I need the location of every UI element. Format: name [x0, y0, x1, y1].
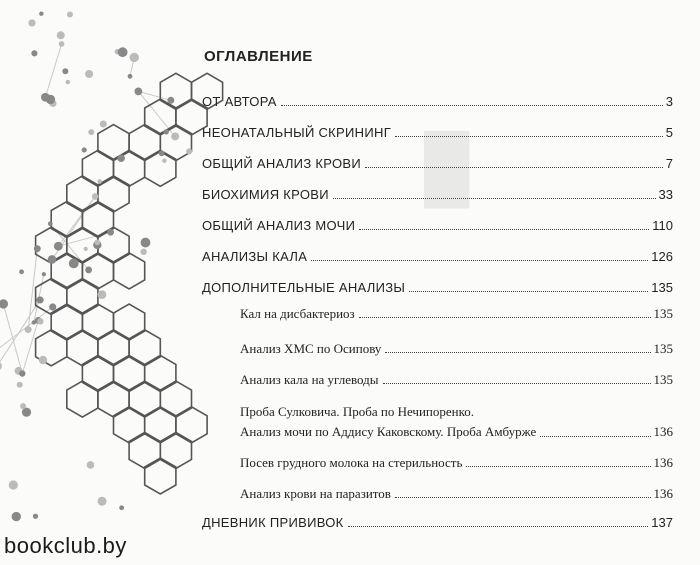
molecule-link	[3, 304, 22, 374]
toc-entry-label: Анализ кала на углеводы	[240, 372, 379, 387]
toc-entry-label: АНАЛИЗЫ КАЛА	[202, 249, 308, 264]
toc-entry-page: 7	[665, 156, 673, 171]
toc-entry-label: ДОПОЛНИТЕЛЬНЫЕ АНАЛИЗЫ	[202, 280, 406, 295]
molecule-node	[12, 512, 21, 521]
watermark: bookclub.by	[4, 533, 127, 558]
toc-entry-page: 135	[653, 372, 673, 387]
molecule-node	[0, 361, 2, 370]
leader-dots	[466, 466, 650, 467]
toc-entry-multiline[interactable]	[240, 402, 673, 442]
hexagon-shape	[82, 355, 113, 391]
toc-entry-page: 136	[653, 486, 673, 501]
toc-entry-label-line1: Проба Сулковича. Проба по Нечипоренко.	[240, 404, 474, 419]
molecule-node	[41, 93, 50, 102]
molecule-node	[34, 245, 41, 252]
leader-dots	[333, 198, 656, 199]
toc-entry-label: Анализ ХМС по Осипову	[240, 341, 382, 356]
toc-entry-label: ДНЕВНИК ПРИВИВОК	[202, 515, 344, 530]
molecule-node	[117, 154, 125, 162]
toc-entry[interactable]	[240, 372, 673, 388]
molecule-node	[42, 272, 46, 276]
molecule-node	[85, 70, 93, 78]
molecule-node	[167, 97, 174, 104]
toc-entry-label: Посев грудного молока на стерильность	[240, 455, 463, 470]
toc-entry[interactable]	[202, 187, 673, 203]
toc-entry-label: ОБЩИЙ АНАЛИЗ МОЧИ	[202, 218, 356, 233]
toc-entry-page: 126	[651, 249, 673, 264]
leader-dots	[409, 291, 648, 292]
hexagon-shape	[67, 381, 98, 417]
molecule-node	[33, 514, 38, 519]
hexagon-shape	[98, 330, 129, 366]
molecule-node	[66, 80, 70, 84]
molecule-node	[141, 238, 151, 248]
toc-entry-label: Кал на дисбактериоз	[240, 306, 355, 321]
toc-entry-page: 136	[653, 455, 673, 470]
hexagon-shape	[98, 381, 129, 417]
molecule-node	[36, 296, 43, 303]
hexagon-shape	[98, 176, 129, 212]
hexagon-shape	[67, 330, 98, 366]
molecule-node	[118, 47, 128, 57]
toc-entry[interactable]	[240, 341, 673, 357]
molecule-node	[119, 505, 124, 510]
molecule-node	[62, 68, 68, 74]
toc-entry[interactable]	[202, 156, 673, 172]
molecule-node	[163, 129, 168, 134]
molecule-node	[57, 31, 65, 39]
molecule-link	[45, 44, 61, 97]
toc-entry[interactable]	[202, 218, 673, 234]
molecule-node	[0, 299, 8, 308]
hexagon-shape	[145, 407, 176, 443]
toc-entry[interactable]	[240, 455, 673, 471]
molecule-node	[39, 356, 47, 364]
molecule-node	[54, 242, 63, 251]
leader-dots	[311, 260, 648, 261]
toc-title: ОГЛАВЛЕНИЕ	[204, 48, 313, 65]
toc-entry[interactable]	[202, 249, 673, 265]
molecule-node	[98, 290, 107, 299]
toc-entry[interactable]	[202, 125, 673, 141]
molecule-node	[85, 267, 92, 274]
molecule-node	[84, 247, 88, 251]
toc-entry-label: Анализ крови на паразитов	[240, 486, 391, 501]
molecule-node	[49, 303, 56, 310]
molecule-node	[87, 461, 95, 469]
molecule-link	[138, 91, 170, 100]
hexagon-shape	[160, 432, 191, 468]
leader-dots	[281, 105, 663, 106]
molecule-node	[48, 221, 53, 226]
toc-entry-page: 110	[652, 218, 673, 233]
leader-dots	[348, 526, 649, 527]
leader-dots	[395, 497, 651, 498]
show-through-graphic: █	[420, 131, 470, 203]
hexagon-shape	[82, 304, 113, 340]
molecule-node	[171, 132, 179, 140]
hexagon-shape	[129, 432, 160, 468]
molecule-node	[134, 88, 142, 96]
molecule-node	[31, 50, 37, 56]
hexagon-shape	[114, 304, 145, 340]
hexagon-shape	[114, 355, 145, 391]
hexagon-shape	[160, 381, 191, 417]
toc-entry[interactable]	[202, 280, 673, 296]
hexagon-shape	[145, 355, 176, 391]
molecule-node	[59, 41, 65, 47]
molecule-node	[162, 159, 166, 163]
molecule-node	[25, 326, 32, 333]
leader-dots	[359, 229, 649, 230]
molecule-node	[128, 74, 133, 79]
molecule-node	[140, 249, 146, 255]
molecule-node	[97, 179, 102, 184]
toc-entry-page: 5	[665, 125, 673, 140]
molecule-node	[19, 269, 24, 274]
molecule-node	[37, 318, 43, 324]
hexagon-shape	[129, 125, 160, 161]
toc-entry-label: ОБЩИЙ АНАЛИЗ КРОВИ	[202, 156, 361, 171]
toc-entry[interactable]	[240, 486, 673, 502]
toc-entry-page: 135	[653, 306, 673, 321]
molecule-node	[20, 403, 26, 409]
hexagon-shape	[129, 330, 160, 366]
molecule-node	[19, 370, 25, 376]
hexagon-shape	[114, 150, 145, 186]
molecule-node	[48, 255, 57, 264]
molecule-node	[39, 12, 43, 16]
toc-entry-label: НЕОНАТАЛЬНЫЙ СКРИНИНГ	[202, 125, 392, 140]
toc-entry-page: 3	[665, 94, 673, 109]
toc-entry-label: ОТ АВТОРА	[202, 94, 277, 109]
hexagon-shape	[67, 279, 98, 315]
molecule-node	[94, 239, 100, 245]
hexagon-shape	[145, 99, 176, 135]
toc-entry-page: 136	[653, 424, 673, 439]
molecule-node	[67, 11, 73, 17]
leader-dots	[365, 167, 663, 168]
leader-dots	[383, 383, 651, 384]
molecule-node	[98, 497, 107, 506]
molecule-node	[107, 229, 114, 236]
hexagon-shape	[51, 304, 82, 340]
toc-entry-label: БИОХИМИЯ КРОВИ	[202, 187, 329, 202]
hexagon-shape	[145, 458, 176, 494]
toc-entry-page: 135	[653, 341, 673, 356]
toc-entry-page: 33	[658, 187, 673, 202]
hexagon-shape	[129, 381, 160, 417]
leader-dots	[385, 352, 650, 353]
molecule-node	[28, 19, 35, 26]
toc-entry-page: 135	[651, 280, 673, 295]
toc-entry-page: 137	[651, 515, 673, 530]
molecule-node	[159, 150, 165, 156]
toc-entry-label-line2: Анализ мочи по Аддису Каковскому. Проба Амбурже	[240, 424, 537, 439]
leader-dots	[395, 136, 663, 137]
molecule-node	[88, 129, 94, 135]
table-of-contents	[200, 0, 680, 565]
hexagon-shape	[114, 253, 145, 289]
molecule-node	[9, 480, 18, 489]
molecule-node	[130, 53, 139, 62]
molecule-node	[92, 193, 99, 200]
molecule-node	[186, 148, 192, 154]
hexagon-shape	[114, 407, 145, 443]
molecule-node	[17, 382, 23, 388]
molecule-node	[82, 147, 87, 152]
hexagon-shape	[160, 73, 191, 109]
toc-entry[interactable]	[202, 94, 673, 110]
molecule-node	[69, 258, 79, 268]
toc-entry[interactable]	[240, 306, 673, 322]
leader-dots	[540, 436, 650, 437]
molecule-hexagon-illustration	[0, 0, 230, 565]
toc-entry[interactable]	[202, 515, 673, 531]
leader-dots	[359, 317, 651, 318]
hexagon-shape	[98, 125, 129, 161]
molecule-node	[100, 121, 107, 128]
